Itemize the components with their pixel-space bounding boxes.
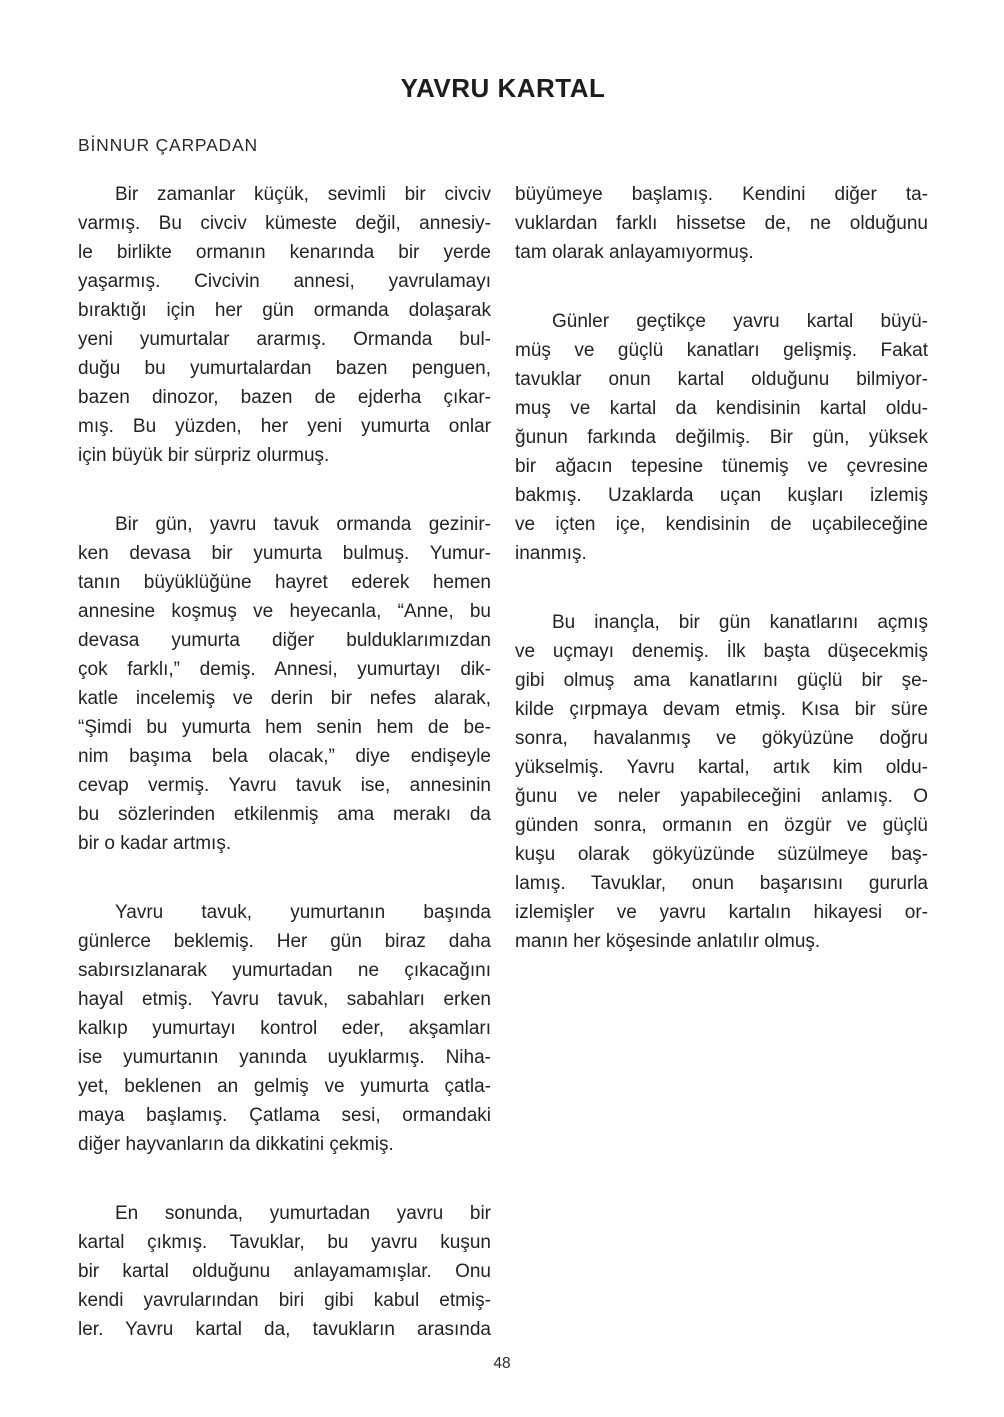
text-line: bıraktığı için her gün ormanda dolaşarak [78,300,491,321]
left-column [78,180,491,1344]
text-line: ken devasa bir yumurta bulmuş. Yumur- [78,543,491,564]
text-line: bu sözlerinden etkilenmiş ama merakı da [78,804,491,825]
text-line: sabırsızlanarak yumurtadan ne çıkacağını [78,960,491,981]
text-line: cevap vermiş. Yavru tavuk ise, annesinin [78,775,491,796]
two-column-body [78,180,928,1344]
text-line: Bir zamanlar küçük, sevimli bir civciv [115,184,491,205]
paragraph [515,608,928,956]
text-line: annesine koşmuş ve heyecanla, “Anne, bu [78,601,491,622]
text-line: günden sonra, ormanın en özgür ve güçlü [515,815,928,836]
paragraph [78,180,491,470]
text-line: muş ve kartal da kendisinin kartal oldu- [515,398,928,419]
paragraph [78,510,491,858]
text-line: ler. Yavru kartal da, tavukların arasında [78,1319,491,1340]
text-line: varmış. Bu civciv kümeste değil, annesiy- [78,213,491,234]
text-line: Bir gün, yavru tavuk ormanda gezinir- [115,514,491,535]
paragraph [515,180,928,267]
text-line: büyümeye başlamış. Kendini diğer ta- [515,184,928,205]
text-line: gibi olmuş ama kanatlarını güçlü bir şe- [515,670,928,691]
text-line: kalkıp yumurtayı kontrol eder, akşamları [78,1018,491,1039]
text-line: müş ve güçlü kanatları gelişmiş. Fakat [515,340,928,361]
text-line: diğer hayvanların da dikkatini çekmiş. [78,1134,394,1155]
text-line: tavuklar onun kartal olduğunu bilmiyor- [515,369,928,390]
text-line: tam olarak anlayamıyormuş. [515,242,754,263]
text-line: yaşarmış. Civcivin annesi, yavrulamayı [78,271,491,292]
text-line: yükselmiş. Yavru kartal, artık kim oldu- [515,757,928,778]
text-line: kartal çıkmış. Tavuklar, bu yavru kuşun [78,1232,491,1253]
text-line: maya başlamış. Çatlama sesi, ormandaki [78,1105,491,1126]
author-name: BİNNUR ÇARPADAN [78,135,258,155]
text-line: nim başıma bela olacak,” diye endişeyle [78,746,491,767]
text-line: günlerce beklemiş. Her gün biraz daha [78,931,491,952]
paragraph [78,1199,491,1344]
text-line: katle incelemiş ve derin bir nefes alarak, [78,688,491,709]
paragraph [515,307,928,568]
text-line: duğu bu yumurtalardan bazen penguen, [78,358,491,379]
text-line: ve içten içe, kendisinin de uçabileceğine [515,514,928,535]
text-line: izlemişler ve yavru kartalın hikayesi or- [515,902,928,923]
text-line: çok farklı,” demiş. Annesi, yumurtayı dik- [78,659,491,680]
text-line: mış. Bu yüzden, her yeni yumurta onlar [78,416,491,437]
text-line: devasa yumurta diğer bulduklarımızdan [78,630,491,651]
text-line: tanın büyüklüğüne hayret ederek hemen [78,572,491,593]
text-line: kendi yavrularından biri gibi kabul etmiş- [78,1290,491,1311]
text-line: Günler geçtikçe yavru kartal büyü- [552,311,928,332]
text-line: yeni yumurtalar ararmış. Ormanda bul- [78,329,491,350]
text-line: Yavru tavuk, yumurtanın başında [115,902,491,923]
text-line: yet, beklenen an gelmiş ve yumurta çatla- [78,1076,491,1097]
text-line: ise yumurtanın yanında uyuklarmış. Niha- [78,1047,491,1068]
text-line: bir o kadar artmış. [78,833,232,854]
text-line: hayal etmiş. Yavru tavuk, sabahları erken [78,989,491,1010]
text-line: için büyük bir sürpriz olurmuş. [78,445,330,466]
text-line: En sonunda, yumurtadan yavru bir [115,1203,491,1224]
text-line: le birlikte ormanın kenarında bir yerde [78,242,491,263]
right-column [515,180,928,956]
text-line: kilde çırpmaya devam etmiş. Kısa bir süre [515,699,928,720]
text-line: bakmış. Uzaklarda uçan kuşları izlemiş [515,485,928,506]
text-line: ve uçmayı denemiş. İlk başta düşecekmiş [515,641,928,662]
text-line: bir kartal olduğunu anlayamamışlar. Onu [78,1261,491,1282]
text-line: manın her köşesinde anlatılır olmuş. [515,931,821,952]
text-line: Bu inançla, bir gün kanatlarını açmış [552,612,928,633]
text-line: inanmış. [515,543,587,564]
text-line: lamış. Tavuklar, onun başarısını gururla [515,873,928,894]
text-line: kuşu olarak gökyüzünde süzülmeye baş- [515,844,928,865]
page-title: YAVRU KARTAL [400,73,606,103]
text-line: ğunu ve neler yapabileceğini anlamış. O [515,786,928,807]
text-line: “Şimdi bu yumurta hem senin hem de be- [78,717,491,738]
text-line: sonra, havalanmış ve gökyüzüne doğru [515,728,928,749]
paragraph [78,898,491,1159]
text-line: bazen dinozor, bazen de ejderha çıkar- [78,387,491,408]
page-number: 48 [493,1355,511,1372]
text-line: vuklardan farklı hissetse de, ne olduğunu [515,213,928,234]
text-line: ğunun farkında değilmiş. Bir gün, yüksek [515,427,928,448]
text-line: bir ağacın tepesine tünemiş ve çevresine [515,456,928,477]
